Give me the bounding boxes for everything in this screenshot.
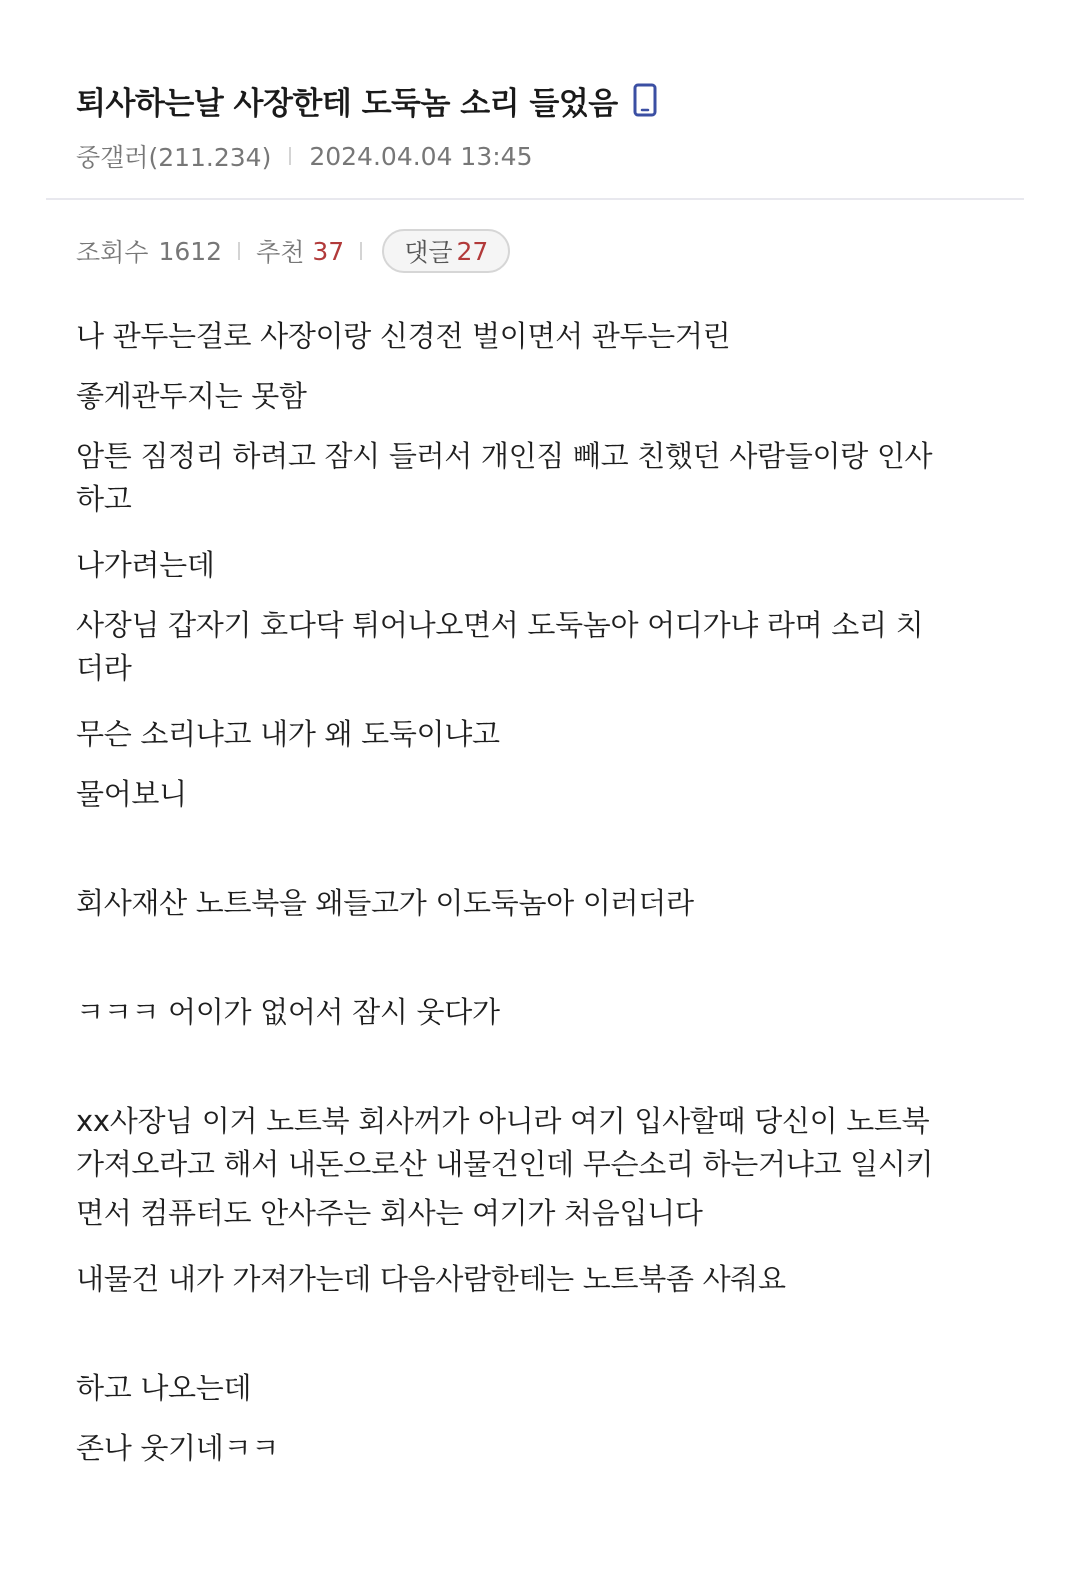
comments-count: 27 — [456, 236, 489, 266]
body-line: 물어보니 — [76, 777, 187, 811]
body-line: 내물건 내가 가져가는데 다음사람한테는 노트북좀 사줘요 — [76, 1262, 786, 1296]
blank-line — [76, 824, 1006, 873]
body-line: 나가려는데 — [76, 548, 215, 582]
comments-button[interactable] — [382, 229, 510, 273]
author-name[interactable]: 중갤러(211.234) — [76, 143, 272, 172]
body-line: 더라 — [76, 651, 132, 685]
body-line: 하고 나오는데 — [76, 1371, 252, 1405]
body-line: 사장님 갑자기 호다닥 튀어나오면서 도둑놈아 어디가냐 라며 소리 치 — [76, 608, 924, 642]
post-meta — [76, 136, 532, 176]
body-line: 존나 웃기네ㅋㅋ — [76, 1431, 279, 1465]
body-line: 나 관두는걸로 사장이랑 신경전 벌이면서 관두는거린 — [76, 319, 731, 353]
blank-line — [76, 1309, 1006, 1358]
blank-line — [76, 933, 1006, 982]
views-count: 1612 — [158, 236, 223, 266]
body-line: 하고 — [76, 482, 132, 516]
body-line: xx사장님 이거 노트북 회사꺼가 아니라 여기 입사할때 당신이 노트북 — [76, 1104, 930, 1138]
post-body — [76, 306, 1006, 1478]
views-label: 조회수 — [76, 238, 149, 267]
body-line: 암튼 짐정리 하려고 잠시 들러서 개인짐 빼고 친했던 사람들이랑 인사 — [76, 439, 933, 473]
recommend-label: 추천 — [256, 238, 305, 267]
body-line: 가져오라고 해서 내돈으로산 내물건인데 무슨소리 하는거냐고 일시키 — [76, 1147, 934, 1181]
mobile-phone-icon — [632, 83, 658, 117]
post-title: 퇴사하는날 사장한테 도둑놈 소리 들었음 — [76, 85, 618, 122]
stats-divider — [238, 242, 240, 260]
post-stats — [76, 228, 510, 274]
meta-divider — [289, 147, 291, 165]
body-line: 좋게관두지는 못함 — [76, 379, 307, 413]
comments-label: 댓글 — [404, 238, 453, 267]
title-row — [76, 76, 658, 124]
body-line: 회사재산 노트북을 왜들고가 이도둑놈아 이러더라 — [76, 886, 694, 920]
header-divider — [46, 198, 1024, 200]
blank-line — [76, 1042, 1006, 1091]
recommend-count: 37 — [312, 236, 345, 266]
body-line: ㅋㅋㅋ 어이가 없어서 잠시 웃다가 — [76, 995, 500, 1029]
body-line: 면서 컴퓨터도 안사주는 회사는 여기가 처음입니다 — [76, 1196, 703, 1230]
stats-divider — [360, 242, 362, 260]
post-datetime: 2024.04.04 13:45 — [309, 141, 533, 171]
body-line: 무슨 소리냐고 내가 왜 도둑이냐고 — [76, 717, 500, 751]
